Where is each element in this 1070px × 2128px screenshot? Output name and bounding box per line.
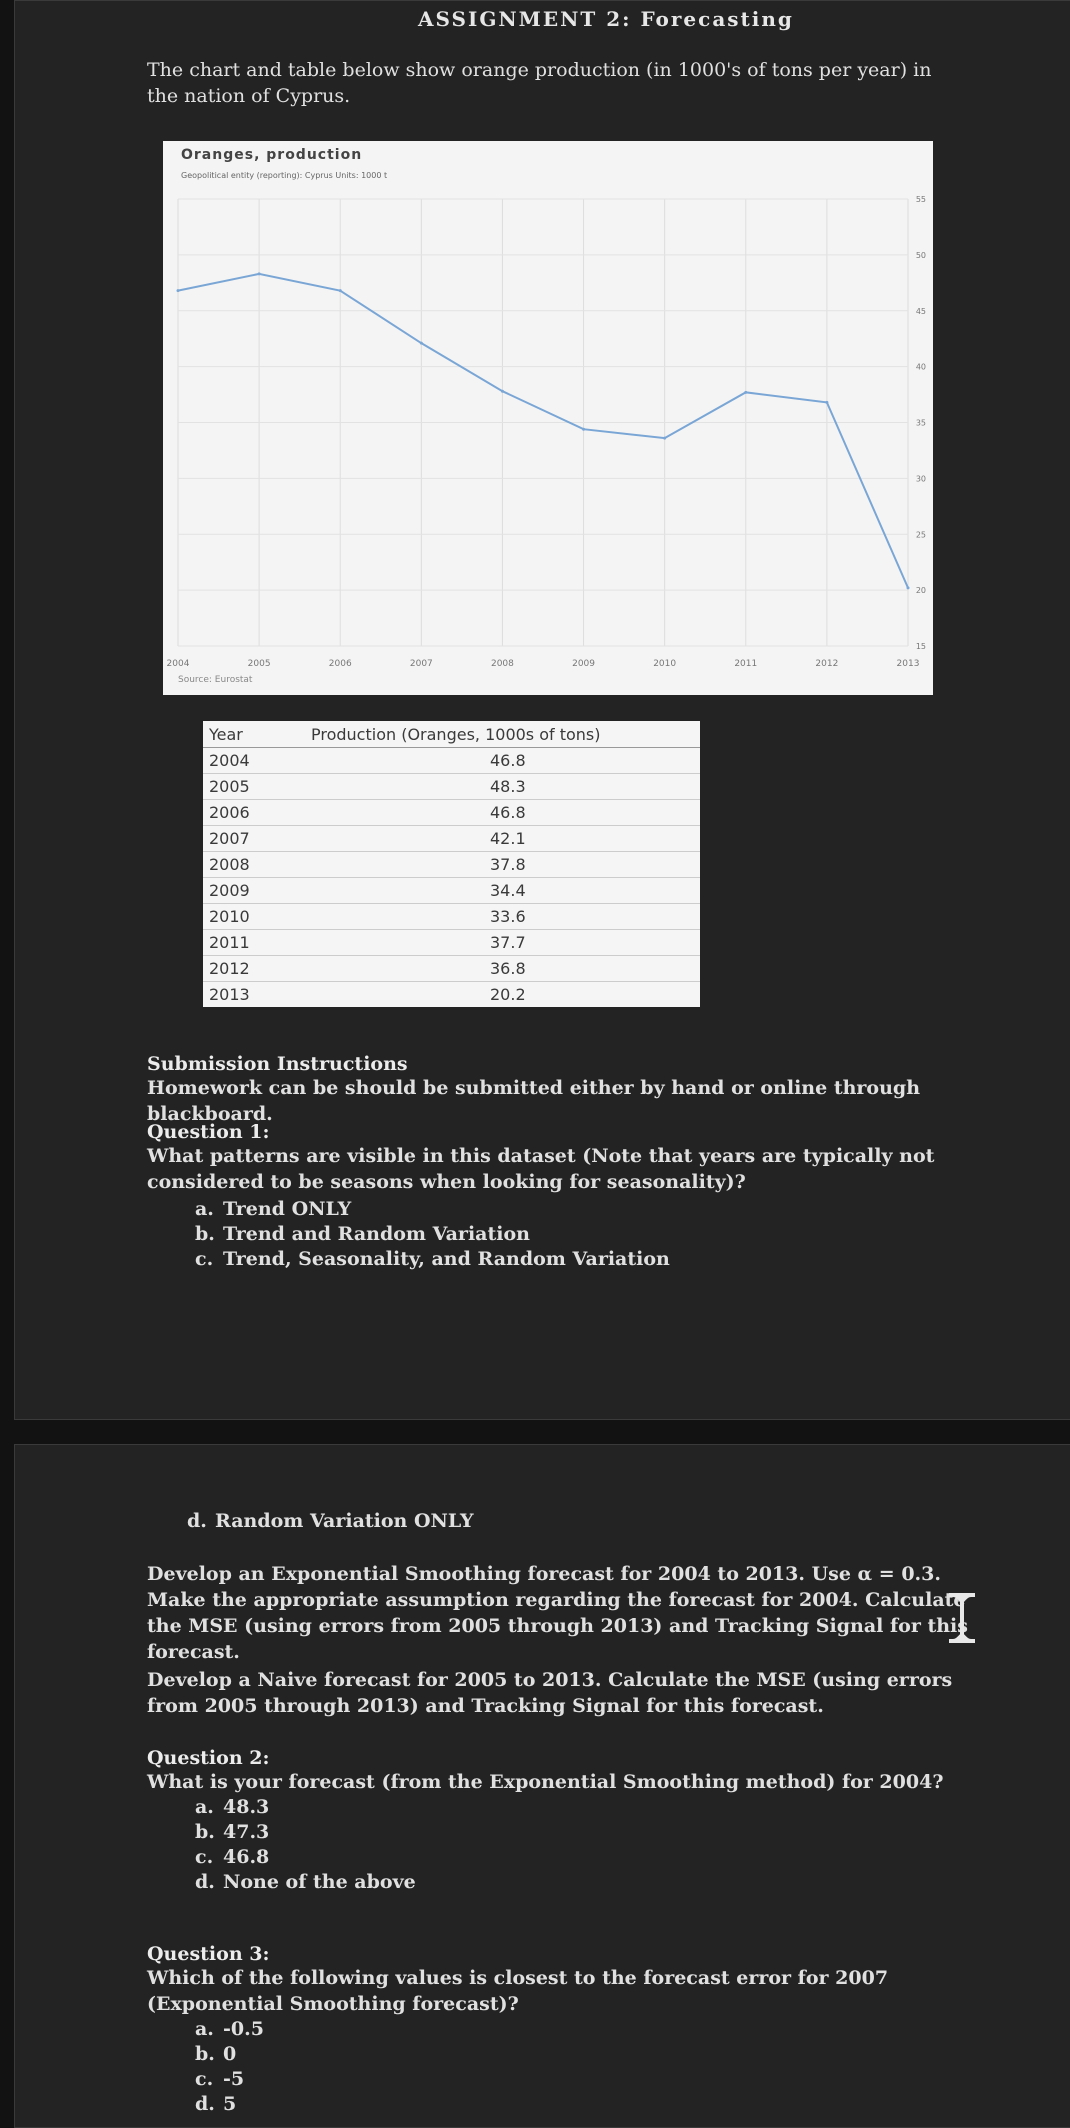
chart-y-tick-label: 15 bbox=[915, 642, 926, 651]
chart-title: Oranges, production bbox=[181, 147, 363, 163]
table-cell-production: 37.8 bbox=[305, 852, 700, 878]
table-row bbox=[203, 930, 700, 956]
chart-x-tick-label: 2004 bbox=[166, 659, 190, 669]
q1-text: What patterns are visible in this dataset (Note that years are typically not considered to be seasons when looking for seasonality)? bbox=[147, 1145, 935, 1193]
q2-option-b[interactable]: b. 47.3 bbox=[195, 1821, 270, 1843]
q2-option-d[interactable]: d. None of the above bbox=[195, 1871, 416, 1893]
q3-option-d[interactable]: d. 5 bbox=[195, 2093, 237, 2115]
q1-option-a[interactable]: a. Trend ONLY bbox=[195, 1198, 352, 1220]
table-cell-year: 2007 bbox=[203, 826, 305, 852]
q1-option-d-wrap bbox=[187, 1509, 474, 1534]
chart-point bbox=[501, 390, 504, 393]
chart-point bbox=[663, 437, 666, 440]
table-cell-production: 36.8 bbox=[305, 956, 700, 982]
chart-point bbox=[339, 289, 342, 292]
table-cell-production: 46.8 bbox=[305, 748, 700, 774]
q3-option-c[interactable]: c. -5 bbox=[195, 2068, 245, 2090]
chart-series-line bbox=[178, 274, 908, 588]
naive-instructions: Develop a Naive forecast for 2005 to 2013. Calculate the MSE (using errors from 2005 through 2013) and Tracking Signal for this forecast. bbox=[147, 1669, 953, 1717]
table-cell-year: 2010 bbox=[203, 904, 305, 930]
chart-x-tick-label: 2005 bbox=[247, 659, 271, 669]
chart-svg bbox=[163, 141, 933, 695]
q3-option-a[interactable]: a. -0.5 bbox=[195, 2018, 264, 2040]
question-3 bbox=[147, 1943, 977, 2117]
table-cell-production: 20.2 bbox=[305, 982, 700, 1008]
chart-y-tick-label: 35 bbox=[915, 418, 926, 428]
submission-section bbox=[147, 1053, 1007, 1127]
q3-title: Question 3: bbox=[147, 1943, 270, 1965]
q2-option-c[interactable]: c. 46.8 bbox=[195, 1846, 270, 1868]
table-cell-production: 37.7 bbox=[305, 930, 700, 956]
table-cell-year: 2004 bbox=[203, 748, 305, 774]
table-row bbox=[203, 956, 700, 982]
chart-x-tick-label: 2013 bbox=[896, 659, 920, 669]
chart-point bbox=[582, 428, 585, 431]
question-1 bbox=[147, 1121, 977, 1272]
table-row bbox=[203, 774, 700, 800]
chart-point bbox=[825, 401, 828, 404]
submission-text: Homework can be should be submitted either by hand or online through blackboard. bbox=[147, 1077, 921, 1125]
chart-x-tick-label: 2007 bbox=[409, 659, 433, 669]
production-table bbox=[203, 721, 700, 1007]
table-row bbox=[203, 904, 700, 930]
chart-y-tick-label: 55 bbox=[915, 195, 926, 204]
chart-y-tick-label: 30 bbox=[915, 474, 926, 484]
chart-source: Source: Eurostat bbox=[178, 675, 253, 685]
q1-option-d[interactable]: d. Random Variation ONLY bbox=[187, 1510, 474, 1532]
chart-x-tick-label: 2006 bbox=[328, 659, 352, 669]
chart-x-tick-label: 2012 bbox=[815, 659, 839, 669]
table-row bbox=[203, 748, 700, 774]
question-2 bbox=[147, 1747, 977, 1895]
q1-option-c[interactable]: c. Trend, Seasonality, and Random Variation bbox=[195, 1248, 670, 1270]
table-cell-year: 2008 bbox=[203, 852, 305, 878]
table-row bbox=[203, 982, 700, 1008]
table-header-production: Production (Oranges, 1000s of tons) bbox=[305, 721, 700, 748]
table-cell-production: 46.8 bbox=[305, 800, 700, 826]
chart-y-tick-label: 45 bbox=[915, 306, 926, 316]
chart-y-tick-label: 40 bbox=[915, 362, 926, 372]
table-cell-year: 2011 bbox=[203, 930, 305, 956]
document-page-1 bbox=[14, 0, 1070, 1420]
chart-y-tick-label: 25 bbox=[915, 530, 926, 540]
q1-option-b[interactable]: b. Trend and Random Variation bbox=[195, 1223, 530, 1245]
chart-point bbox=[744, 391, 747, 394]
q1-title: Question 1: bbox=[147, 1121, 270, 1143]
chart-y-tick-label: 50 bbox=[915, 250, 926, 260]
chart-point bbox=[907, 586, 910, 589]
table-cell-year: 2009 bbox=[203, 878, 305, 904]
table-cell-year: 2012 bbox=[203, 956, 305, 982]
q2-title: Question 2: bbox=[147, 1747, 270, 1769]
q2-text: What is your forecast (from the Exponential Smoothing method) for 2004? bbox=[147, 1771, 944, 1793]
production-chart bbox=[163, 141, 933, 695]
chart-point bbox=[420, 342, 423, 345]
text-cursor-icon bbox=[945, 1592, 979, 1644]
chart-x-tick-label: 2008 bbox=[490, 659, 514, 669]
intro-text: The chart and table below show orange production (in 1000's of tons per year) in the nation of Cyprus. bbox=[147, 59, 932, 107]
q2-option-a[interactable]: a. 48.3 bbox=[195, 1796, 270, 1818]
table-cell-year: 2013 bbox=[203, 982, 305, 1008]
assignment-heading: ASSIGNMENT 2: Forecasting bbox=[418, 7, 794, 31]
table-row bbox=[203, 878, 700, 904]
exp-smoothing-instructions: Develop an Exponential Smoothing forecast for 2004 to 2013. Use α = 0.3. Make the appropriate assumption regarding the forecast for 2004. Calculate the MSE (using errors from 2005 through 2013) and Tracking Signal for this forecast. bbox=[147, 1563, 968, 1663]
submission-title: Submission Instructions bbox=[147, 1053, 408, 1075]
q3-option-b[interactable]: b. 0 bbox=[195, 2043, 237, 2065]
table-cell-production: 34.4 bbox=[305, 878, 700, 904]
document-page-2 bbox=[14, 1444, 1070, 2128]
table-cell-production: 33.6 bbox=[305, 904, 700, 930]
chart-x-tick-label: 2009 bbox=[572, 659, 596, 669]
table-cell-production: 42.1 bbox=[305, 826, 700, 852]
chart-x-tick-label: 2010 bbox=[653, 659, 677, 669]
chart-point bbox=[177, 289, 180, 292]
table-row bbox=[203, 826, 700, 852]
chart-subtitle: Geopolitical entity (reporting): Cyprus Units: 1000 t bbox=[181, 171, 388, 180]
table-header-row bbox=[203, 721, 700, 748]
table-cell-production: 48.3 bbox=[305, 774, 700, 800]
table-header-year: Year bbox=[203, 721, 305, 748]
table-cell-year: 2006 bbox=[203, 800, 305, 826]
table-cell-year: 2005 bbox=[203, 774, 305, 800]
chart-point bbox=[258, 272, 261, 275]
q3-text: Which of the following values is closest to the forecast error for 2007 (Exponential Smoothing forecast)? bbox=[147, 1967, 889, 2015]
chart-x-tick-label: 2011 bbox=[734, 659, 758, 669]
table-row bbox=[203, 852, 700, 878]
table-row bbox=[203, 800, 700, 826]
chart-y-tick-label: 20 bbox=[915, 586, 926, 596]
